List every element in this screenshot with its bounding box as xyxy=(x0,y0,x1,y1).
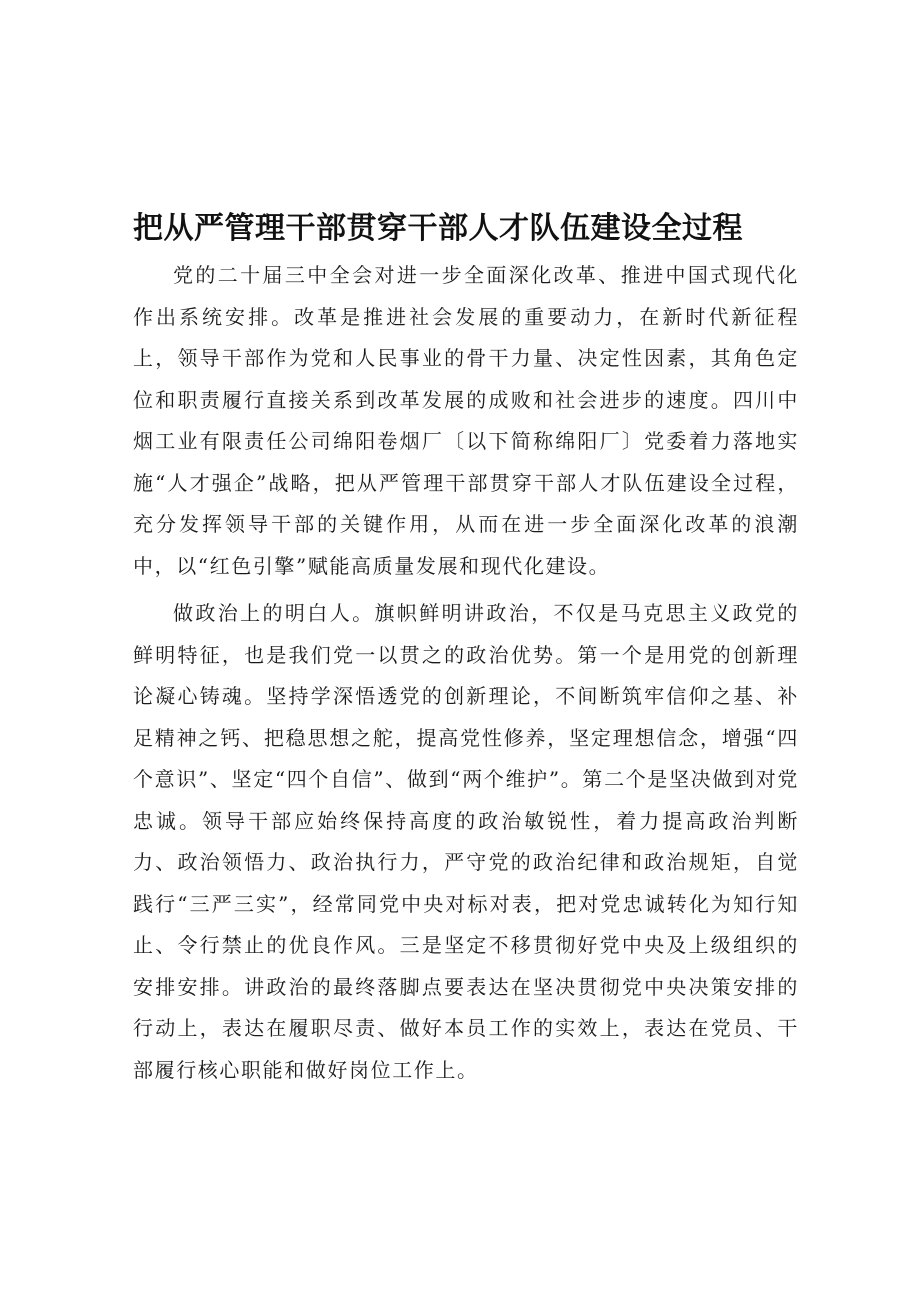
paragraph-political: 做政治上的明白人。旗帜鲜明讲政治，不仅是马克思主义政党的鲜明特征，也是我们党一以贯之的政治优势。第一个是用党的创新理论凝心铸魂。坚持学深悟透党的创新理论，不间断筑牢信仰之基、补足精神之钙、把稳思想之舵，提高党性修养，坚定理想信念，增强“四个意识”、坚定“四个自信”、做到“两个维护”。第二个是坚决做到对党忠诚。领导干部应始终保持高度的政治敏锐性，着力提高政治判断力、政治领悟力、政治执行力，严守党的政治纪律和政治规矩，自觉践行“三严三实”，经常同党中央对标对表，把对党忠诚转化为知行知止、令行禁止的优良作风。三是坚定不移贯彻好党中央及上级组织的安排安排。讲政治的最终落脚点要表达在坚决贯彻党中央决策安排的行动上，表达在履职尽责、做好本员工作的实效上，表达在党员、干部履行核心职能和做好岗位工作上。 xyxy=(133,601,799,1082)
document-body xyxy=(133,255,799,1091)
document-title: 把从严管理干部贯穿干部人才队伍建设全过程 xyxy=(133,211,743,246)
paragraph-intro: 党的二十届三中全会对进一步全面深化改革、推进中国式现代化作出系统安排。改革是推进社会发展的重要动力，在新时代新征程上，领导干部作为党和人民事业的骨干力量、决定性因素，其角色定位和职责履行直接关系到改革发展的成败和社会进步的速度。四川中烟工业有限责任公司绵阳卷烟厂〔以下简称绵阳厂〕党委着力落地实施“人才强企”战略，把从严管理干部贯穿干部人才队伍建设全过程，充分发挥领导干部的关键作用，从而在进一步全面深化改革的浪潮中，以“红色引擎”赋能高质量发展和现代化建设。 xyxy=(133,263,799,578)
